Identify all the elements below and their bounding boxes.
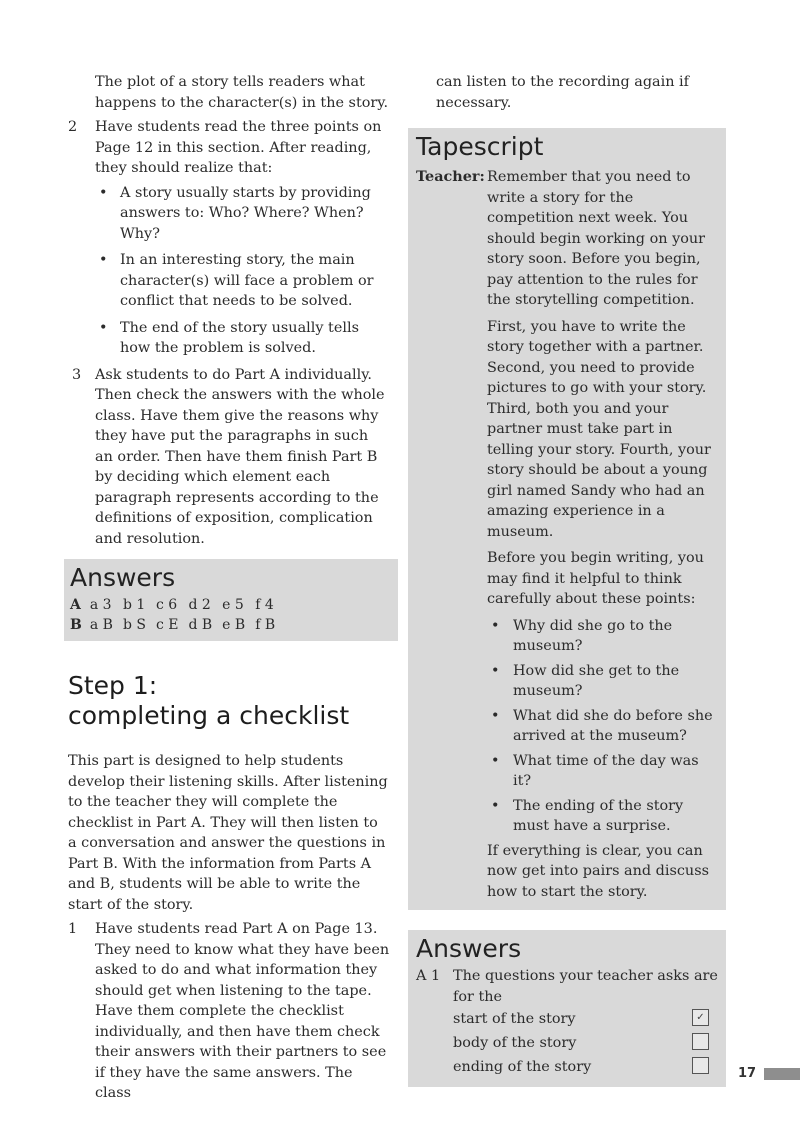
checklist-item-label: ending of the story [453, 1059, 592, 1075]
numbered-item-2 [68, 117, 390, 179]
item-text: Ask students to do Part A individually. Then check the answers with the whole class. Have them give the reasons why they have put the paragraphs in such an order. Then have them finish Part B by deciding which element each paragraph represents according to the definitions of exposition, complication and resolution. [95, 366, 385, 547]
intro-paragraph: The plot of a story tells readers what happens to the character(s) in the story. [95, 74, 389, 111]
answers-row [70, 615, 285, 635]
answer-cell: c 6 [155, 597, 178, 613]
speaker-label: Teacher: [416, 168, 485, 185]
bullet-dot-icon: • [99, 252, 108, 268]
bullet-dot-icon: • [99, 184, 108, 201]
row-label: B [70, 617, 82, 633]
tapescript-paragraph: Before you begin writing, you may find it helpful to think carefully about these points: [487, 550, 704, 607]
step-heading-line2: completing a checklist [68, 701, 350, 730]
tapescript-body [416, 167, 718, 902]
answer-cell: a B [89, 617, 113, 633]
answer-cell: b 1 [122, 597, 146, 613]
page-number-bar [764, 1068, 800, 1080]
answer-question-text: The questions your teacher asks are for the [453, 968, 718, 1005]
bullet-item: • How did she get to the museum? [491, 662, 680, 699]
bullet-dot-icon: • [491, 617, 500, 634]
tapescript-heading: Tapescript [416, 132, 544, 161]
answers-table [70, 595, 285, 635]
answer-cell: d B [188, 617, 213, 633]
answer-cell: c E [155, 617, 179, 633]
page-number: 17 [738, 1066, 757, 1081]
answer-cell: b S [122, 617, 146, 633]
numbered-item-3 [68, 365, 390, 550]
bullet-item: • What time of the day was it? [491, 752, 699, 789]
numbered-item-1 [68, 919, 390, 1104]
bullet-item: • In an interesting story, the main character(s) will face a problem or conflict that needs to be solved. [99, 252, 374, 309]
step-paragraph: This part is designed to help students develop their listening skills. After listening to the teacher they will complete the checklist in Part A. They will then listen to a conversation and answer the questions in Part B. With the information from Parts A and B, students will be able to write the start of the story. [68, 753, 388, 913]
checkbox-icon [692, 1033, 709, 1050]
item-text: Have students read the three points on Page 12 in this section. After reading, they should realize that: [95, 119, 382, 176]
bullet-dot-icon: • [491, 797, 500, 814]
answers-box [64, 559, 398, 641]
continuation-paragraph: can listen to the recording again if necessary. [436, 74, 689, 111]
bullet-item: • The end of the story usually tells how the problem is solved. [99, 319, 359, 356]
item-text: Have students read Part A on Page 13. They need to know what they have been asked to do and what information they should get when listening to the tape. Have them complete the checklist individually, and then have them check their answers with their partners to see if they have the same answers. The class [95, 921, 390, 1101]
step-heading [68, 671, 390, 731]
answer-cell: e B [222, 617, 246, 633]
bullet-item: • Why did she go to the museum? [491, 617, 673, 654]
item-number: 3 [72, 366, 82, 383]
right-column [408, 72, 726, 1087]
checkbox-icon [692, 1057, 709, 1074]
answer-question [416, 966, 718, 1007]
tapescript-box [408, 128, 726, 910]
tapescript-closing: If everything is clear, you can now get into pairs and discuss how to start the story. [487, 842, 709, 900]
bullet-dot-icon: • [491, 662, 500, 679]
checklist-item [416, 1007, 718, 1031]
bullet-list [68, 183, 390, 359]
bullet-dot-icon: • [491, 707, 500, 724]
answer-cell: d 2 [188, 597, 211, 613]
answers-heading: Answers [416, 934, 522, 963]
bullet-item: • A story usually starts by providing answers to: Who? Where? When? Why? [99, 184, 371, 242]
tapescript-paragraph: First, you have to write the story together with a partner. Second, you need to provide pictures to go with your story. Third, both you and your partner must take part in telling your story. Fourth, your story should be about a young girl named Sandy who had an amazing experience in a museum. [487, 318, 711, 540]
answers-box [408, 930, 726, 1087]
answer-cell: e 5 [222, 597, 244, 613]
answers-row [70, 595, 285, 615]
answers-heading: Answers [70, 563, 176, 592]
bullet-item: • What did she do before she arrived at the museum? [491, 707, 713, 744]
tapescript-paragraph: Remember that you need to write a story for the competition next week. You should begin working on your story soon. Before you begin, pay attention to the rules for the storytelling competition. [487, 169, 706, 308]
tapescript-bullet-list [487, 616, 718, 837]
answer-label: A 1 [416, 968, 441, 984]
left-column [68, 72, 390, 1104]
checklist-item-label: body of the story [453, 1035, 577, 1051]
checklist-item [416, 1055, 718, 1079]
bullet-dot-icon: • [491, 752, 500, 769]
item-number: 1 [68, 921, 78, 937]
answer-cell: f B [255, 617, 276, 633]
item-number: 2 [68, 119, 78, 135]
bullet-dot-icon: • [99, 319, 108, 336]
row-label: A [70, 597, 81, 613]
answer-cell: f 4 [255, 597, 274, 613]
bullet-item: • The ending of the story must have a surprise. [491, 797, 684, 834]
checklist-item [416, 1031, 718, 1055]
checkbox-checked-icon: ✓ [692, 1009, 709, 1026]
step-heading-line1: Step 1: [68, 671, 158, 700]
answer-cell: a 3 [89, 597, 112, 613]
checklist-item-label: start of the story [453, 1011, 576, 1027]
